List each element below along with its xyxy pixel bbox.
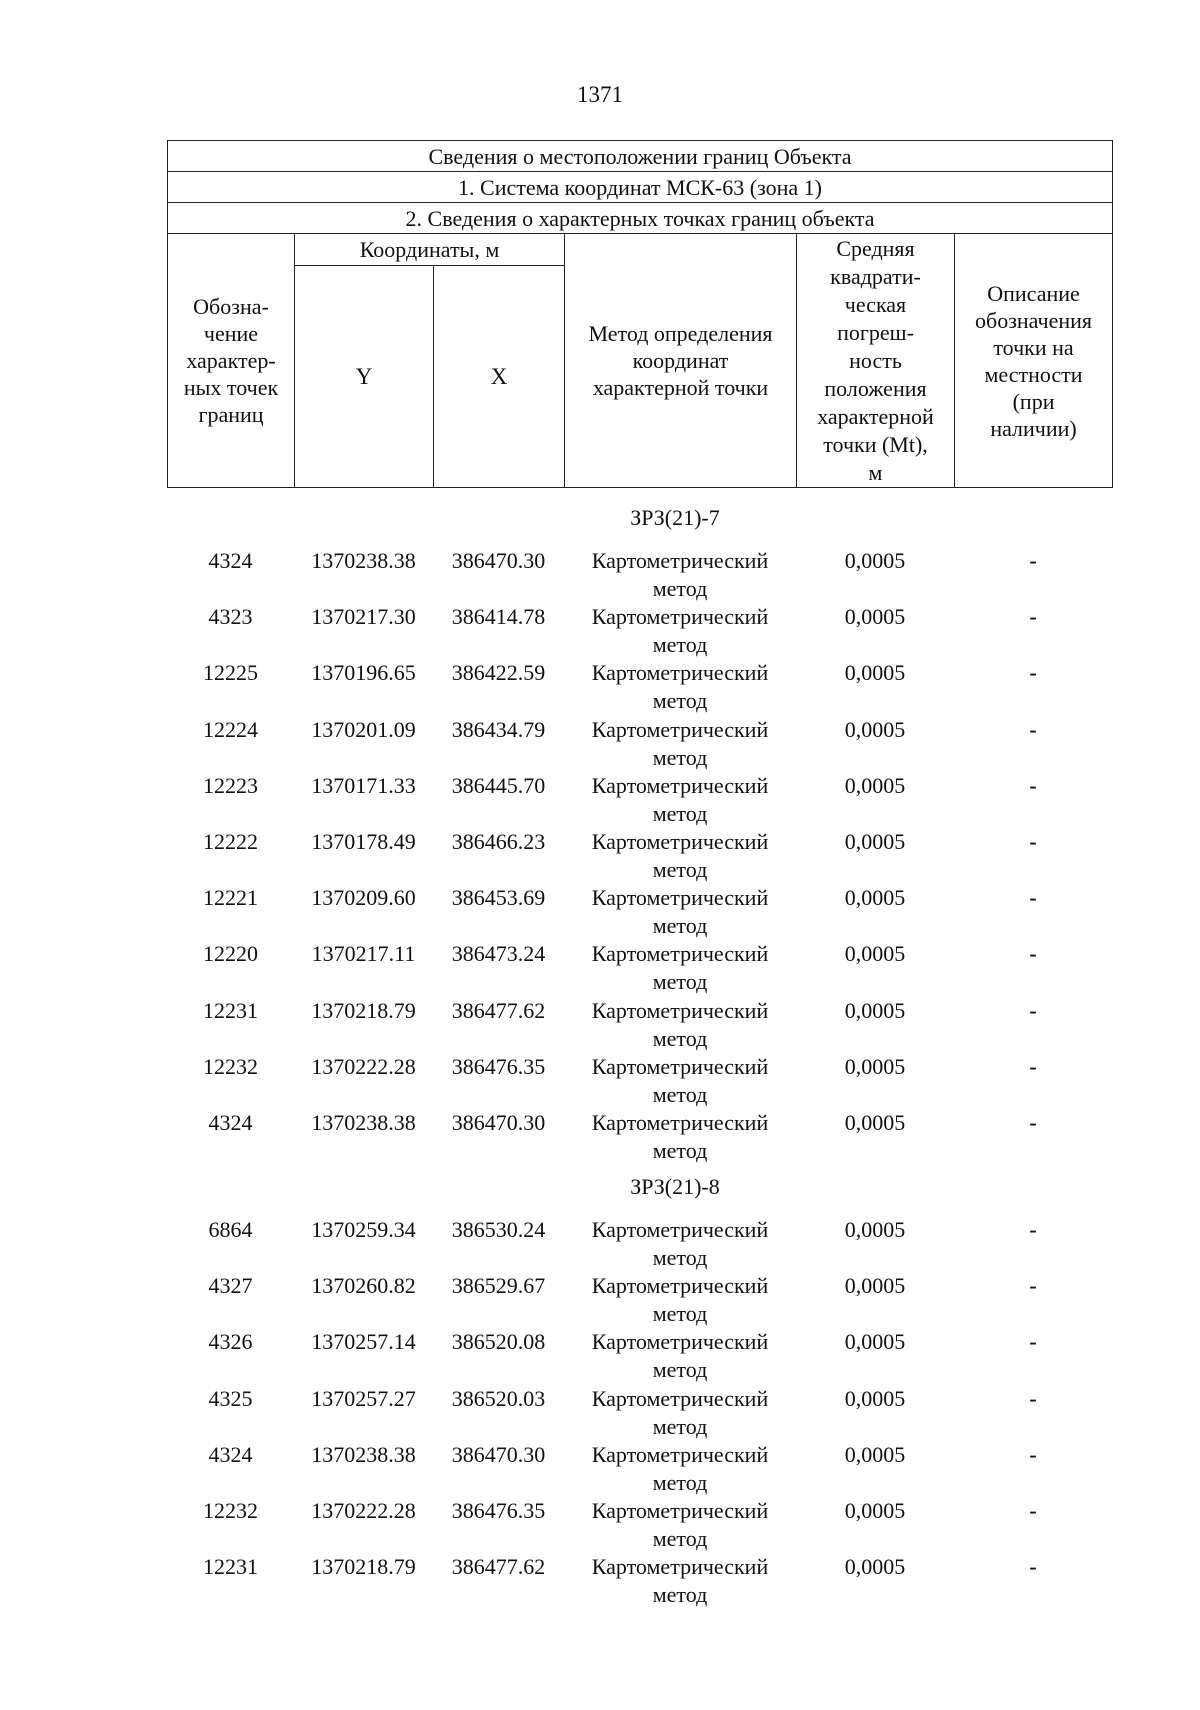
page-number: 1371 [577, 82, 623, 107]
error-value: 0,0005 [844, 1110, 906, 1135]
point-id: 4323 [208, 604, 253, 630]
error-value: 0,0005 [844, 1385, 906, 1411]
table-row [167, 659, 1112, 715]
coord-y: 1370238.38 [311, 1110, 416, 1135]
description: - [1029, 1498, 1037, 1523]
point-id: 12225 [203, 660, 258, 686]
coord-x: 386520.08 [451, 1329, 546, 1355]
coord-y: 1370171.33 [311, 772, 416, 798]
section-title: ЗРЗ(21)-8 [630, 1174, 720, 1199]
table-row [167, 1553, 1112, 1609]
coord-y: 1370259.34 [311, 1217, 416, 1242]
table-row [167, 1497, 1112, 1553]
description: - [1029, 1441, 1037, 1467]
method: Картометрический метод [591, 548, 769, 601]
col-desc-header: Описание обозначения точки на местности (при наличии) [955, 234, 1113, 488]
col-error-header: Средняя квадрати- ческая погреш- ность положения характерной точки (Mt), м [797, 234, 955, 488]
table-row [167, 772, 1112, 828]
point-id: 12232 [203, 1498, 258, 1523]
col-y-header: Y [295, 266, 434, 488]
method: Картометрический метод [591, 1441, 769, 1495]
point-id: 4325 [208, 1385, 253, 1411]
description: - [1029, 885, 1037, 911]
point-id: 12220 [203, 941, 258, 967]
method: Картометрический метод [591, 1498, 769, 1551]
point-id: 4326 [208, 1329, 253, 1355]
description: - [1029, 1217, 1037, 1242]
coord-x: 386422.59 [451, 660, 546, 686]
table-row [167, 828, 1112, 884]
method: Картометрический метод [591, 1273, 769, 1327]
method: Картометрический метод [591, 772, 769, 826]
error-value: 0,0005 [844, 1217, 906, 1242]
coord-x: 386470.30 [451, 1441, 546, 1467]
description: - [1029, 829, 1037, 854]
description: - [1029, 604, 1037, 630]
method: Картометрический метод [591, 1053, 769, 1107]
coord-x: 386414.78 [451, 604, 546, 630]
error-value: 0,0005 [844, 716, 906, 742]
coord-x: 386470.30 [451, 548, 546, 573]
description: - [1029, 1554, 1037, 1580]
coord-x: 386445.70 [451, 772, 546, 798]
coord-x: 386530.24 [451, 1217, 546, 1242]
description: - [1029, 548, 1037, 573]
error-value: 0,0005 [844, 604, 906, 630]
table-title: Сведения о местоположении границ Объекта [168, 141, 1113, 172]
error-value: 0,0005 [844, 1554, 906, 1580]
error-value: 0,0005 [844, 829, 906, 854]
table-row [167, 716, 1112, 772]
coord-y: 1370196.65 [311, 660, 416, 686]
description: - [1029, 941, 1037, 967]
method: Картометрический метод [591, 829, 769, 882]
table-row [167, 1109, 1112, 1165]
coord-y: 1370218.79 [311, 1554, 416, 1580]
coord-y: 1370222.28 [311, 1498, 416, 1523]
error-value: 0,0005 [844, 1329, 906, 1355]
col-coords-header: Координаты, м [295, 234, 565, 266]
method: Картометрический метод [591, 660, 769, 714]
method: Картометрический метод [591, 941, 769, 995]
error-value: 0,0005 [844, 772, 906, 798]
coord-y: 1370260.82 [311, 1273, 416, 1299]
description: - [1029, 1273, 1037, 1299]
coord-x: 386434.79 [451, 716, 546, 742]
coord-x: 386476.35 [451, 1498, 546, 1523]
point-id: 12223 [203, 772, 258, 798]
point-id: 12221 [203, 885, 258, 911]
point-id: 6864 [208, 1217, 253, 1242]
coordinate-system: 1. Система координат МСК-63 (зона 1) [168, 172, 1113, 203]
coord-x: 386466.23 [451, 829, 546, 854]
point-id: 12222 [203, 829, 258, 854]
method: Картометрический метод [591, 1554, 769, 1608]
coord-x: 386477.62 [451, 1554, 546, 1580]
coord-y: 1370217.11 [311, 941, 416, 967]
point-id: 4324 [208, 1110, 253, 1135]
coord-y: 1370222.28 [311, 1053, 416, 1079]
table-row [167, 1272, 1112, 1328]
table-row [167, 603, 1112, 659]
table-row [167, 1216, 1112, 1272]
description: - [1029, 997, 1037, 1023]
table-row [167, 1053, 1112, 1109]
point-id: 4324 [208, 548, 253, 573]
section-title: ЗРЗ(21)-7 [630, 505, 720, 530]
error-value: 0,0005 [844, 1053, 906, 1079]
col-method-header: Метод определения координат характерной точки [565, 234, 797, 488]
error-value: 0,0005 [844, 885, 906, 911]
method: Картометрический метод [591, 1110, 769, 1163]
table-row [167, 1441, 1112, 1497]
table-row [167, 1385, 1112, 1441]
coord-x: 386473.24 [451, 941, 546, 967]
method: Картометрический метод [591, 716, 769, 770]
col-point-header: Обозна- чение характер- ных точек границ [168, 234, 295, 488]
description: - [1029, 772, 1037, 798]
coord-x: 386520.03 [451, 1385, 546, 1411]
coord-y: 1370238.38 [311, 1441, 416, 1467]
col-x-header: X [434, 266, 565, 488]
method: Картометрический метод [591, 997, 769, 1051]
method: Картометрический метод [591, 1217, 769, 1270]
coord-y: 1370238.38 [311, 548, 416, 573]
description: - [1029, 716, 1037, 742]
method: Картометрический метод [591, 1385, 769, 1439]
error-value: 0,0005 [844, 1441, 906, 1467]
coord-x: 386477.62 [451, 997, 546, 1023]
error-value: 0,0005 [844, 548, 906, 573]
coord-y: 1370257.27 [311, 1385, 416, 1411]
description: - [1029, 1053, 1037, 1079]
table-subtitle: 2. Сведения о характерных точках границ объекта [168, 203, 1113, 234]
method: Картометрический метод [591, 604, 769, 658]
table-row [167, 1328, 1112, 1384]
coord-x: 386453.69 [451, 885, 546, 911]
table-row [167, 997, 1112, 1053]
description: - [1029, 660, 1037, 686]
point-id: 12232 [203, 1053, 258, 1079]
coord-y: 1370217.30 [311, 604, 416, 630]
description: - [1029, 1110, 1037, 1135]
method: Картометрический метод [591, 1329, 769, 1383]
error-value: 0,0005 [844, 941, 906, 967]
coord-x: 386529.67 [451, 1273, 546, 1299]
error-value: 0,0005 [844, 660, 906, 686]
method: Картометрический метод [591, 885, 769, 939]
error-value: 0,0005 [844, 1273, 906, 1299]
error-value: 0,0005 [844, 1498, 906, 1523]
coord-y: 1370209.60 [311, 885, 416, 911]
point-id: 4327 [208, 1273, 253, 1299]
table-row [167, 940, 1112, 996]
description: - [1029, 1385, 1037, 1411]
description: - [1029, 1329, 1037, 1355]
error-value: 0,0005 [844, 997, 906, 1023]
point-id: 12231 [203, 997, 258, 1023]
coord-y: 1370218.79 [311, 997, 416, 1023]
point-id: 4324 [208, 1441, 253, 1467]
table-row [167, 547, 1112, 603]
point-id: 12231 [203, 1554, 258, 1580]
coord-x: 386476.35 [451, 1053, 546, 1079]
coord-y: 1370201.09 [311, 716, 416, 742]
header-table [167, 140, 1113, 488]
table-row [167, 884, 1112, 940]
coord-y: 1370178.49 [311, 829, 416, 854]
coord-y: 1370257.14 [311, 1329, 416, 1355]
point-id: 12224 [203, 716, 258, 742]
coord-x: 386470.30 [451, 1110, 546, 1135]
